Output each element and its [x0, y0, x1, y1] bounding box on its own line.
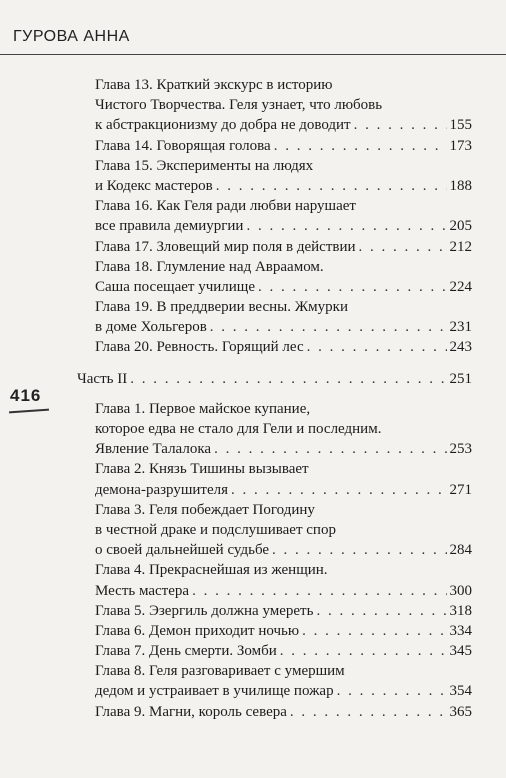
toc-line-text: Глава 18. Глумление над Авраамом. — [95, 258, 324, 275]
toc-line — [95, 317, 472, 337]
toc-line — [95, 601, 472, 621]
toc-page-number: 284 — [449, 542, 472, 559]
toc-line — [95, 480, 472, 500]
toc-entry — [95, 196, 472, 236]
toc-line-text: Чистого Творчества. Геля узнает, что любовь — [95, 97, 383, 114]
toc-page-number: 231 — [449, 319, 472, 336]
toc-line-text: Глава 13. Краткий экскурс в историю — [95, 77, 333, 93]
toc-line — [95, 216, 472, 236]
dot-leader — [280, 641, 447, 661]
toc-page-number: 155 — [449, 117, 472, 134]
toc-line-text: все правила демиургии — [95, 218, 244, 235]
dot-leader — [210, 317, 447, 337]
toc-entry — [95, 661, 472, 701]
toc-page-number: 253 — [449, 441, 472, 458]
toc-line — [95, 520, 472, 540]
toc-line-text: Месть мастера — [95, 582, 190, 599]
toc-line — [95, 702, 472, 722]
dot-leader — [214, 439, 446, 459]
toc-entry — [95, 156, 472, 196]
table-of-contents — [77, 75, 472, 722]
toc-line — [95, 681, 472, 701]
toc-line-text: и Кодекс мастеров — [95, 177, 213, 194]
toc-page-number: 318 — [449, 602, 472, 619]
dot-leader — [274, 136, 447, 156]
toc-line — [95, 115, 472, 135]
toc-line-text: Глава 2. Князь Тишины вызывает — [95, 461, 309, 478]
dot-leader — [354, 115, 447, 135]
toc-line — [95, 297, 472, 317]
toc-line — [95, 641, 472, 661]
toc-page-number: 243 — [449, 339, 472, 356]
dot-leader — [130, 369, 446, 389]
toc-entry — [95, 621, 472, 641]
toc-line — [95, 540, 472, 560]
toc-line — [95, 661, 472, 681]
toc-line-text: Глава 15. Эксперименты на людях — [95, 157, 314, 174]
toc-line-text: которое едва не стало для Гели и последним. — [95, 421, 382, 437]
toc-line-text: демона-разрушителя — [95, 481, 229, 498]
page-number: 416 — [10, 386, 42, 405]
dot-leader — [337, 681, 447, 701]
spacer — [95, 389, 472, 399]
toc-line-text: о своей дальнейшей судьбе — [95, 542, 270, 559]
toc-line-text: Глава 17. Зловещий мир поля в действии — [95, 238, 356, 255]
toc-entry — [95, 399, 472, 460]
toc-entry — [95, 601, 472, 621]
toc-page-number: 271 — [449, 481, 472, 498]
toc-line-text: Глава 9. Магни, король севера — [95, 703, 287, 720]
toc-line-text: Явление Талалока — [95, 441, 212, 458]
dot-leader — [258, 277, 447, 297]
toc-line-text: Глава 6. Демон приходит ночью — [95, 622, 300, 639]
dot-leader — [290, 702, 447, 722]
toc-page-number: 188 — [449, 177, 472, 194]
toc-entry — [95, 641, 472, 661]
toc-entry — [95, 459, 472, 499]
toc-entry — [95, 500, 472, 561]
toc-page-number: 354 — [449, 683, 472, 700]
toc-page-number: 300 — [449, 582, 472, 599]
toc-line — [95, 136, 472, 156]
toc-line-text: в честной драке и подслушивает спор — [95, 521, 336, 538]
toc-line-text: Глава 3. Геля побеждает Погодину — [95, 501, 315, 518]
toc-line — [95, 621, 472, 641]
toc-line — [95, 176, 472, 196]
part-title: Часть II — [77, 370, 128, 387]
dot-leader — [231, 480, 446, 500]
toc-page-number: 365 — [449, 703, 472, 720]
toc-entry — [95, 702, 472, 722]
toc-line — [95, 337, 472, 357]
toc-part-heading — [77, 369, 472, 389]
spacer — [95, 358, 472, 369]
toc-line-text: дедом и устраивает в училище пожар — [95, 683, 334, 700]
toc-entry — [95, 560, 472, 600]
toc-line — [95, 95, 472, 115]
toc-line — [95, 277, 472, 297]
toc-entry — [95, 337, 472, 357]
toc-line-text: Глава 8. Геля разговаривает с умершим — [95, 663, 345, 680]
toc-line-text: Глава 14. Говорящая голова — [95, 137, 271, 154]
page-number-underline — [9, 409, 49, 414]
dot-leader — [216, 176, 447, 196]
dot-leader — [316, 601, 446, 621]
dot-leader — [272, 540, 446, 560]
toc-line-text: Глава 19. В преддверии весны. Жмурки — [95, 299, 348, 316]
toc-page-number: 251 — [449, 370, 472, 387]
toc-entry — [95, 237, 472, 257]
toc-line-text: Глава 4. Прекраснейшая из женщин. — [95, 562, 328, 579]
dot-leader — [359, 237, 447, 257]
toc-line — [95, 237, 472, 257]
toc-line — [95, 500, 472, 520]
toc-line — [95, 560, 472, 580]
toc-entry — [95, 136, 472, 156]
toc-line-text: в доме Хольгеров — [95, 319, 207, 336]
dot-leader — [302, 621, 446, 641]
toc-line-text: Глава 1. Первое майское купание, — [95, 400, 311, 417]
toc-page-number: 205 — [449, 218, 472, 235]
toc-line-text: Глава 16. Как Геля ради любви нарушает — [95, 198, 356, 215]
toc-line-text: Глава 7. День смерти. Зомби — [95, 643, 277, 660]
toc-page-number: 173 — [449, 137, 472, 154]
toc-line-text: Глава 5. Эзергиль должна умереть — [95, 602, 314, 619]
toc-page-number: 212 — [449, 238, 472, 255]
toc-line-text: к абстракционизму до добра не доводит — [95, 117, 351, 134]
dot-leader — [246, 216, 446, 236]
header-rule — [0, 54, 506, 55]
toc-line — [95, 399, 472, 419]
toc-entry — [95, 257, 472, 297]
toc-page-number: 345 — [449, 643, 472, 660]
toc-line — [95, 419, 472, 439]
toc-entry — [95, 297, 472, 337]
toc-line — [95, 196, 472, 216]
running-head: ГУРОВА АННА — [13, 28, 130, 45]
toc-line-text: Саша посещает училище — [95, 278, 255, 295]
toc-line — [95, 581, 472, 601]
dot-leader — [192, 581, 446, 601]
toc-line — [95, 257, 472, 277]
toc-page-number: 224 — [449, 278, 472, 295]
toc-line — [95, 75, 472, 95]
toc-line — [95, 156, 472, 176]
toc-line — [95, 459, 472, 479]
toc-entry — [95, 75, 472, 136]
toc-line-text: Глава 20. Ревность. Горящий лес — [95, 339, 304, 356]
toc-line — [95, 439, 472, 459]
dot-leader — [307, 337, 447, 357]
toc-page-number: 334 — [449, 622, 472, 639]
